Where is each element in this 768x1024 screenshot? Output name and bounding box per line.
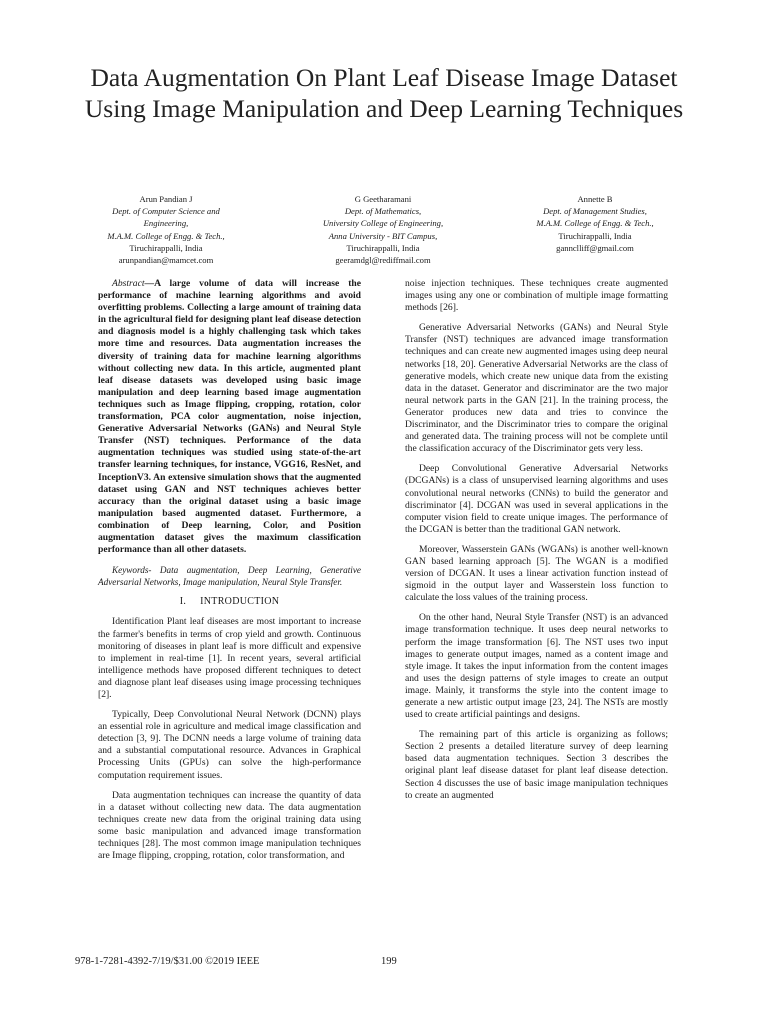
body-paragraph: On the other hand, Neural Style Transfer (NST) is an advanced image transformation technique. It uses deep neural networks to perform the image transformation [6]. The NST uses two input images to generate output images, named as a content image and style image. It takes the input information from the content images and uses the design patterns of style images to create an output image. Mainly, it transforms the style into the content image to generate a new artistic output image [23, 24]. The NSTs are mostly used to create artificial paintings and designs. xyxy=(405,612,668,721)
author-name: Arun Pandian J xyxy=(139,194,193,204)
author-name: Annette B xyxy=(577,194,613,204)
body-paragraph: noise injection techniques. These techniques create augmented images using any one or combination of multiple image formatting methods [26]. xyxy=(405,278,668,314)
author-email: geeramdgl@rediffmail.com xyxy=(335,255,431,266)
author-city: Tiruchirappalli, India xyxy=(558,230,632,241)
section-number: I. xyxy=(179,596,187,608)
page-number: 199 xyxy=(381,956,397,967)
abstract-text: A large volume of data will increase the performance of machine learning algorithms and avoid overfitting problems. Collecting a large amount of training data in the agricultural field for designing plant leaf disease detection and diagnosis model is a highly challenging task which takes more time and resources. Data augmentation increases the diversity of training data for machine learning algorithms without collecting new data. In this article, augmented plant leaf disease datasets was developed using basic image manipulation and deep learning based image augmentation techniques such as Image flipping, cropping, rotation, color transformation, PCA color augmentation, noise injection, Generative Adversarial Networks (GANs) and Neural Style Transfer (NST) techniques. Performance of the data augmentation techniques was studied using state-of-the-art transfer learning techniques, for instance, VGG16, ResNet, and InceptionV3. An extensive simulation shows that the augmented dataset using GAN and NST techniques achieves better accuracy than the original dataset using a basic image manipulation based augmented dataset. Furthermore, a combination of Deep learning, Color, and Position augmentation dataset gives the maximum classification performance than all other datasets. xyxy=(98,278,361,556)
author-2 xyxy=(288,193,478,266)
body-paragraph: The remaining part of this article is organizing as follows; Section 2 presents a detailed literature survey of deep learning based data augmentation techniques. Section 3 describes the original plant leaf disease dataset for plant leaf disease detection. Section 4 discusses the use of basic image manipulation techniques to create an augmented xyxy=(405,729,668,801)
author-email: gannclliff@gmail.com xyxy=(556,242,634,253)
author-affiliation: M.A.M. College of Engg. & Tech., xyxy=(536,218,654,229)
author-city: Tiruchirappalli, India xyxy=(129,242,203,253)
left-column xyxy=(98,278,361,870)
keywords: Keywords- Data augmentation, Deep Learning, Generative Adversarial Networks, Image manipulation, Neural Style Transfer. xyxy=(98,565,361,588)
section-title: INTRODUCTION xyxy=(200,596,280,608)
author-email: arunpandian@mamcet.com xyxy=(118,255,214,266)
copyright-notice: 978-1-7281-4392-7/19/$31.00 ©2019 IEEE xyxy=(75,956,260,967)
section-heading-introduction xyxy=(98,596,361,608)
body-paragraph: Generative Adversarial Networks (GANs) and Neural Style Transfer (NST) techniques are advanced image transformation techniques and can create new augmented images using deep neural networks [18, 20]. Generative Adversarial Networks are the class of generative models, which create new unique data from the existing data in the dataset. Generator and discriminator are the two major neural network parts in the GAN [21]. In the training process, the Generator produces new data and tries to convince the Discriminator, and the Discriminator tries to compare the original and generated data. The training process will not be complete until the classification accuracy of the Discriminator gets very less. xyxy=(405,322,668,455)
abstract-label: Abstract xyxy=(112,278,145,289)
page-footer xyxy=(75,956,695,972)
body-paragraph: Typically, Deep Convolutional Neural Network (DCNN) plays an essential role in agriculture and medical image classification and detection [3, 9]. The DCNN needs a large volume of training data and a substantial computational resource. Advances in Graphical Processing Units (GPUs) can solve the high-performance computation requirement issues. xyxy=(98,709,361,781)
body-paragraph: Moreover, Wasserstein GANs (WGANs) is another well-known GAN based learning approach [5]. The WGAN is a modified version of DCGAN. It uses a linear activation function instead of sigmoid in the output layer and Wasserstein loss function to calculate the loss values of the training process. xyxy=(405,543,668,604)
body-paragraph: Identification Plant leaf diseases are most important to increase the farmer's benefits in terms of crop yield and growth. Continuous monitoring of diseases in plant leaf is more difficult and expensive to implement in real-time [1]. In recent years, several artificial intelligence methods have proposed different techniques to detect and diagnose plant leaf diseases using image processing techniques [2]. xyxy=(98,616,361,700)
author-1 xyxy=(71,193,261,266)
author-3 xyxy=(500,193,690,254)
author-block xyxy=(60,193,708,273)
right-column xyxy=(405,278,668,810)
abstract-dash: — xyxy=(144,278,155,289)
author-affiliation: Dept. of Mathematics, xyxy=(344,206,422,217)
author-affiliation: Engineering, xyxy=(143,218,189,229)
abstract xyxy=(98,278,361,556)
author-city: Tiruchirappalli, India xyxy=(346,242,420,253)
author-affiliation: University College of Engineering, xyxy=(322,218,444,229)
paper-title: Data Augmentation On Plant Leaf Disease Image Dataset Using Image Manipulation and Deep Learning Techniques xyxy=(84,63,684,123)
author-affiliation: Dept. of Management Studies, xyxy=(543,206,647,217)
body-paragraph: Data augmentation techniques can increase the quantity of data in a dataset without collecting new data. The data augmentation techniques create new data from the original training data using some basic manipulation and advanced image transformation techniques [28]. The most common image manipulation techniques are Image flipping, cropping, rotation, color transformation, and xyxy=(98,789,361,862)
author-affiliation: M.A.M. College of Engg. & Tech., xyxy=(107,230,225,241)
body-paragraph: Deep Convolutional Generative Adversarial Networks (DCGANs) is a class of unsupervised learning algorithms and uses convolutional neural networks (CNNs) to build the generator and discriminator [4]. DCGAN was used in several applications in the computer vision field to create unique images. The performance of the DCGAN is better than the traditional GAN network. xyxy=(405,463,668,535)
author-affiliation: Anna University - BIT Campus, xyxy=(328,230,438,241)
author-name: G Geetharamani xyxy=(354,194,412,204)
author-affiliation: Dept. of Computer Science and xyxy=(112,206,220,217)
